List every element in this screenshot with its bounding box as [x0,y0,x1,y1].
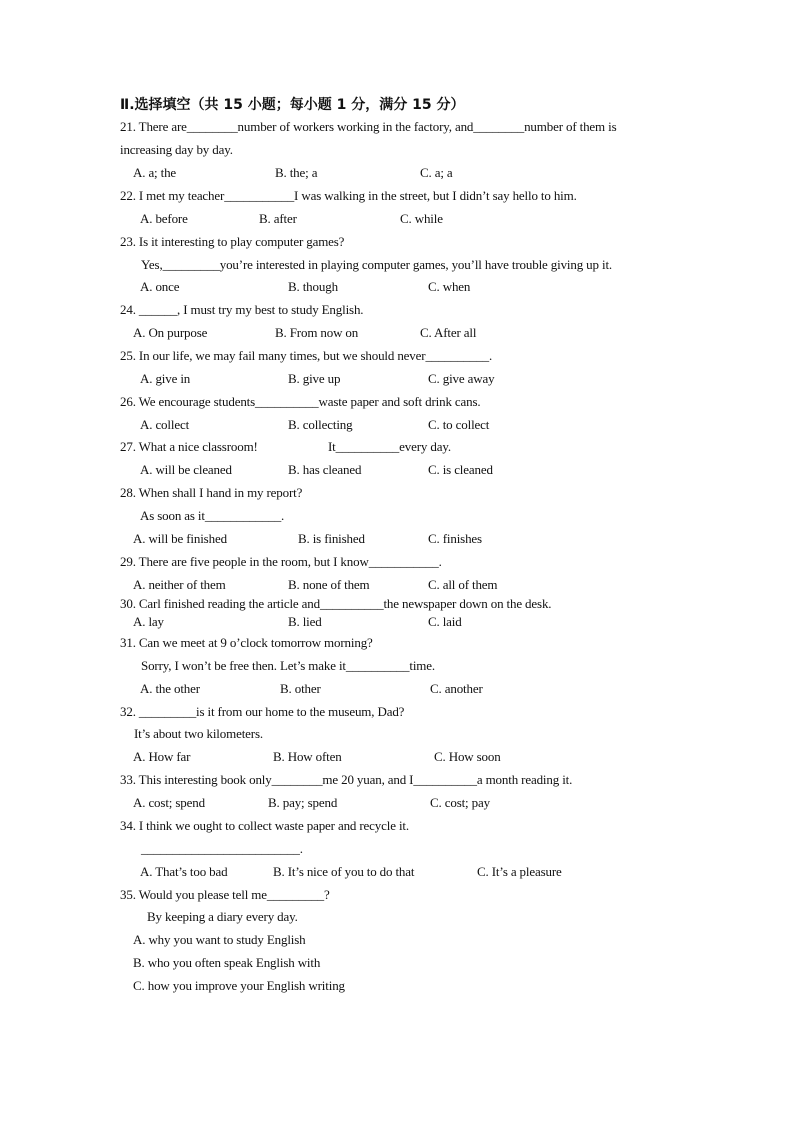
q35-option-a: A. why you want to study English [133,932,306,947]
q23-option-b: B. though [288,279,338,294]
q21-option-b: B. the; a [275,165,318,180]
q34-option-c: C. It’s a pleasure [477,864,562,879]
q27-stem-response: It__________every day. [328,439,451,454]
q27-option-a: A. will be cleaned [140,462,232,477]
q26-stem: 26. We encourage students__________waste paper and soft drink cans. [120,394,481,409]
q24-option-c: C. After all [420,325,477,340]
q32-option-c: C. How soon [434,749,501,764]
q33-option-b: B. pay; spend [268,795,338,810]
section-title: Ⅱ.选择填空（共 15 小题；每小题 1 分，满分 15 分） [120,97,465,113]
q22-option-b: B. after [259,211,297,226]
q31-option-b: B. other [280,681,321,696]
q25-option-b: B. give up [288,371,341,386]
q21-option-c: C. a; a [420,165,453,180]
q34-stem: 34. I think we ought to collect waste paper and recycle it. [120,818,409,833]
q35-option-b: B. who you often speak English with [133,955,321,970]
q34-option-b: B. It’s nice of you to do that [273,864,415,879]
q28-option-a: A. will be finished [133,531,227,546]
q29-option-b: B. none of them [288,577,370,592]
q28-dialog: As soon as it____________. [140,508,285,523]
q24-option-a: A. On purpose [133,325,208,340]
q25-option-c: C. give away [428,371,495,386]
q33-stem: 33. This interesting book only________me 20 yuan, and I__________a month reading it. [120,772,573,787]
q29-option-c: C. all of them [428,577,498,592]
q34-answer-blank: _________________________. [141,841,303,856]
q21-option-a: A. a; the [133,165,177,180]
q21-stem-line1: 21. There are________number of workers working in the factory, and________number of them is [120,119,617,134]
q27-stem: 27. What a nice classroom! [120,439,258,454]
q35-option-c: C. how you improve your English writing [133,978,345,993]
q31-option-c: C. another [430,681,483,696]
q27-option-c: C. is cleaned [428,462,493,477]
q22-option-c: C. while [400,211,443,226]
q30-stem: 30. Carl finished reading the article and__________the newspaper down on the desk. [120,596,552,611]
q31-option-a: A. the other [140,681,200,696]
q27-option-b: B. has cleaned [288,462,362,477]
q24-option-b: B. From now on [275,325,359,340]
q26-option-b: B. collecting [288,417,353,432]
q22-stem: 22. I met my teacher___________I was walking in the street, but I didn’t say hello to him. [120,188,577,203]
q26-option-c: C. to collect [428,417,490,432]
q30-option-a: A. lay [133,614,164,629]
q28-stem: 28. When shall I hand in my report? [120,485,303,500]
q35-stem: 35. Would you please tell me_________? [120,887,330,902]
q25-stem: 25. In our life, we may fail many times, but we should never__________. [120,348,493,363]
q23-stem: 23. Is it interesting to play computer games? [120,234,345,249]
q33-option-c: C. cost; pay [430,795,490,810]
q31-dialog: Sorry, I won’t be free then. Let’s make it__________time. [141,658,435,673]
q29-stem: 29. There are five people in the room, but I know___________. [120,554,442,569]
q35-dialog: By keeping a diary every day. [147,909,298,924]
q32-stem: 32. _________is it from our home to the museum, Dad? [120,704,405,719]
q23-option-a: A. once [140,279,180,294]
q25-option-a: A. give in [140,371,191,386]
q33-option-a: A. cost; spend [133,795,205,810]
q30-option-c: C. laid [428,614,462,629]
q31-stem: 31. Can we meet at 9 o’clock tomorrow morning? [120,635,373,650]
q26-option-a: A. collect [140,417,190,432]
q28-option-b: B. is finished [298,531,365,546]
q29-option-a: A. neither of them [133,577,226,592]
q21-stem-line2: increasing day by day. [120,142,233,157]
q32-dialog: It’s about two kilometers. [134,726,263,741]
q32-option-a: A. How far [133,749,191,764]
q22-option-a: A. before [140,211,188,226]
q23-dialog: Yes,_________you’re interested in playing computer games, you’ll have trouble giving up it. [141,257,613,272]
q24-stem: 24. ______, I must try my best to study English. [120,302,364,317]
q34-option-a: A. That’s too bad [140,864,228,879]
q28-option-c: C. finishes [428,531,482,546]
q23-option-c: C. when [428,279,471,294]
q30-option-b: B. lied [288,614,322,629]
q32-option-b: B. How often [273,749,342,764]
